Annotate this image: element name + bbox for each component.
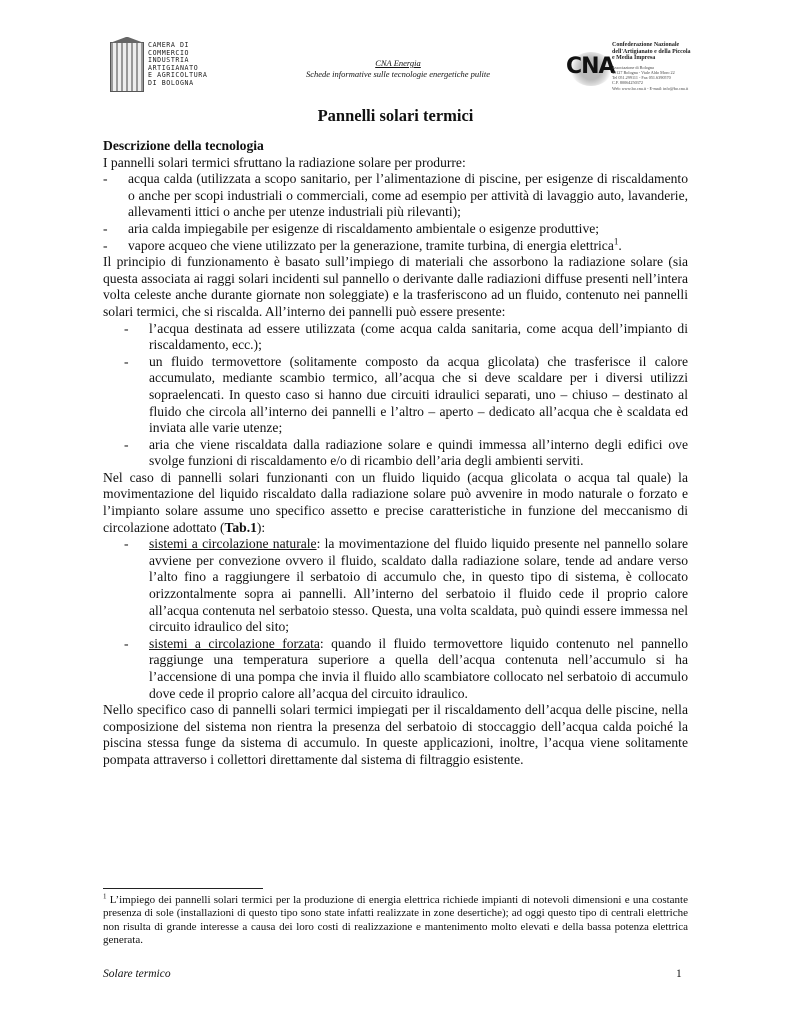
cna-line1: Confederazione Nazionale <box>612 42 680 48</box>
list-dash: - <box>103 220 108 236</box>
list-dash: - <box>124 320 129 336</box>
circulation-paragraph <box>103 470 688 536</box>
list-item <box>103 221 688 238</box>
cna-logo-text <box>612 42 694 91</box>
chamber-of-commerce-logo <box>108 40 258 92</box>
footnote-ref[interactable]: 1 <box>613 236 619 247</box>
footnote <box>103 894 688 948</box>
document-body <box>103 138 688 769</box>
list-dash: - <box>124 536 129 552</box>
cna-address: Associazione di Bologna 40127 Bologna - Viale Aldo Moro 22 Tel 051.299111 - Fax 051.6390570 C.F. 80064250372 Web: www.bo.cna.it - E-mail: info@bo.cna.it <box>612 64 689 91</box>
cna-line3: e Media Impresa <box>612 55 656 62</box>
forced-circulation-text: : quando il fluido termovettore liquido contenuto nel pannello raggiunge una temperatura superiore a quella dell’acqua contenuta nell’accumulo si ha l’accensione di una pompa che invia il fluido allo scambiatore collocato nel serbatoio di accumulo dove cede il proprio calore all’acqua del circuito idraulico. <box>149 635 688 701</box>
list-item-text: acqua calda (utilizzata a scopo sanitario, per l’alimentazione di piscine, per esigenze di riscaldamento o anche per scopi industriali o commerciali, come ad esempio per attività di lavaggio auto, lavanderie, allevamenti ittici o anche per utenze industriali più rilevanti); <box>128 171 688 220</box>
principle-paragraph: Il principio di funzionamento è basato sull’impiego di materiali che assorbono la radiazione solare (sia questa associata ai raggi solari incidenti sul pannello o derivante dalle radiazioni diffuse presenti nell’intera volta celeste anche durante giornate non soleggiate) e la trasferiscono ad un fluido, contenuto nei pannelli solari termici, che si riscalda. All’interno dei pannelli può essere presente: <box>103 254 688 319</box>
header-title: CNA Energia <box>375 58 421 68</box>
page-number: 1 <box>676 968 682 980</box>
header-subtitle: Schede informative sulle tecnologie energetiche pulite <box>305 69 491 79</box>
circulation-text-end: ): <box>256 519 266 535</box>
table-reference: Tab.1 <box>224 519 257 535</box>
natural-circulation-term: sistemi a circolazione naturale <box>149 536 317 552</box>
footnote-number: 1 <box>103 892 107 901</box>
list-item-text <box>149 636 688 702</box>
chamber-logo-text: CAMERA DI COMMERCIO INDUSTRIA ARTIGIANATO E AGRICOLTURA DI BOLOGNA <box>148 41 208 87</box>
list-item-text-with-footnote <box>128 238 688 255</box>
pool-paragraph: Nello specifico caso di pannelli solari termici impiegati per il riscaldamento dell’acqua delle piscine, nella composizione del sistema non rientra la presenza del serbatoio di stoccaggio dell’acqua calda poiché la piscina stessa funge da sistema di accumulo. In queste applicazioni, inoltre, l’acqua viene solitamente pompata attraverso i collettori direttamente dal sistema di filtraggio esistente. <box>103 702 688 767</box>
list-dash: - <box>124 353 129 369</box>
cna-line2: dell'Artigianato e della Piccola <box>612 48 691 55</box>
forced-circulation-term: sistemi a circolazione forzata <box>149 635 320 651</box>
list-item-end: . <box>618 237 622 253</box>
list-item <box>103 437 688 470</box>
footnote-divider <box>103 888 263 889</box>
list-item <box>103 636 688 702</box>
section-title: Descrizione della tecnologia <box>103 138 264 153</box>
building-icon <box>110 42 144 92</box>
list-item <box>103 321 688 354</box>
list-dash: - <box>124 635 129 651</box>
list-item <box>103 238 688 255</box>
footer-title: Solare termico <box>103 968 171 980</box>
list-item-text: aria calda impiegabile per esigenze di riscaldamento ambientale o esigenze produttive; <box>128 220 600 236</box>
list-dash: - <box>103 237 108 253</box>
list-dash: - <box>124 436 129 452</box>
natural-circulation-text: : la movimentazione del fluido liquido presente nel pannello solare avviene per convezione ovvero il fluido, scaldato dalla radiazione solare, tende ad andare verso l’alto fino a raggiungere il serbatoio di accumulo che, in questo tipo di sistema, è collocato orizzontalmente sopra ai pannelli. All’interno del serbatoio il fluido cede il proprio calore all’acqua contenuta nel serbatoio stesso. Questa, una volta scaldata, può quindi essere immessa nel circuito idraulico del sito; <box>149 536 689 635</box>
list-item-text: vapore acqueo che viene utilizzato per la generazione, tramite turbina, di energia elettrica <box>128 237 614 253</box>
header-caption <box>258 58 538 80</box>
list-item <box>103 354 688 437</box>
list-dash: - <box>103 171 108 187</box>
cna-logo-mark: CNA <box>566 54 615 79</box>
circulation-text: Nel caso di pannelli solari funzionanti con un fluido liquido (acqua glicolata o acqua tal quale) la movimentazione del liquido riscaldato dalla radiazione solare può avvenire in modo naturale o forzato e l’impianto solare assume uno specifico assetto e precise caratteristiche in funzione del meccanismo di circolazione adottato ( <box>103 469 688 535</box>
list-item-text: un fluido termovettore (solitamente composto da acqua glicolata) che trasferisce il calore accumulato, mediante scambio termico, all’acqua che si deve scaldare per i diversi utilizzi sopraelencati. In questo caso si hanno due circuiti idraulici separati, uno – chiuso – destinato al fluido che circola all’interno dei pannelli e l’altro – aperto – dedicato all’acqua che è scaldata ed inviata alle varie utenze; <box>149 353 688 436</box>
list-item-text: aria che viene riscaldata dalla radiazione solare e quindi immessa all’interno degli edifici ove svolge funzioni di riscaldamento e/o di ricambio dell’aria degli ambienti serviti. <box>149 436 688 469</box>
page-title: Pannelli solari termici <box>317 106 474 125</box>
list-item <box>103 536 688 636</box>
page-header <box>108 40 692 98</box>
list-item-text: l’acqua destinata ad essere utilizzata (come acqua calda sanitaria, come acqua dell’impianto di riscaldamento, ecc.); <box>149 320 688 353</box>
list-item-text <box>149 536 688 636</box>
intro-paragraph: I pannelli solari termici sfruttano la radiazione solare per produrre: <box>103 154 466 170</box>
footnote-text: L’impiego dei pannelli solari termici per la produzione di energia elettrica richiede impianti di notevoli dimensioni e una costante presenza di sole (installazioni di questo tipo sono state infatti realizzate in zone desertiche); ad oggi questo tipo di centrali elettriche non risulta di grande interesse a causa dei loro costi di realizzazione e mantenimento molto elevati e della bassa potenza elettrica generata. <box>103 894 688 947</box>
cna-logo <box>566 40 692 98</box>
list-item <box>103 171 688 221</box>
